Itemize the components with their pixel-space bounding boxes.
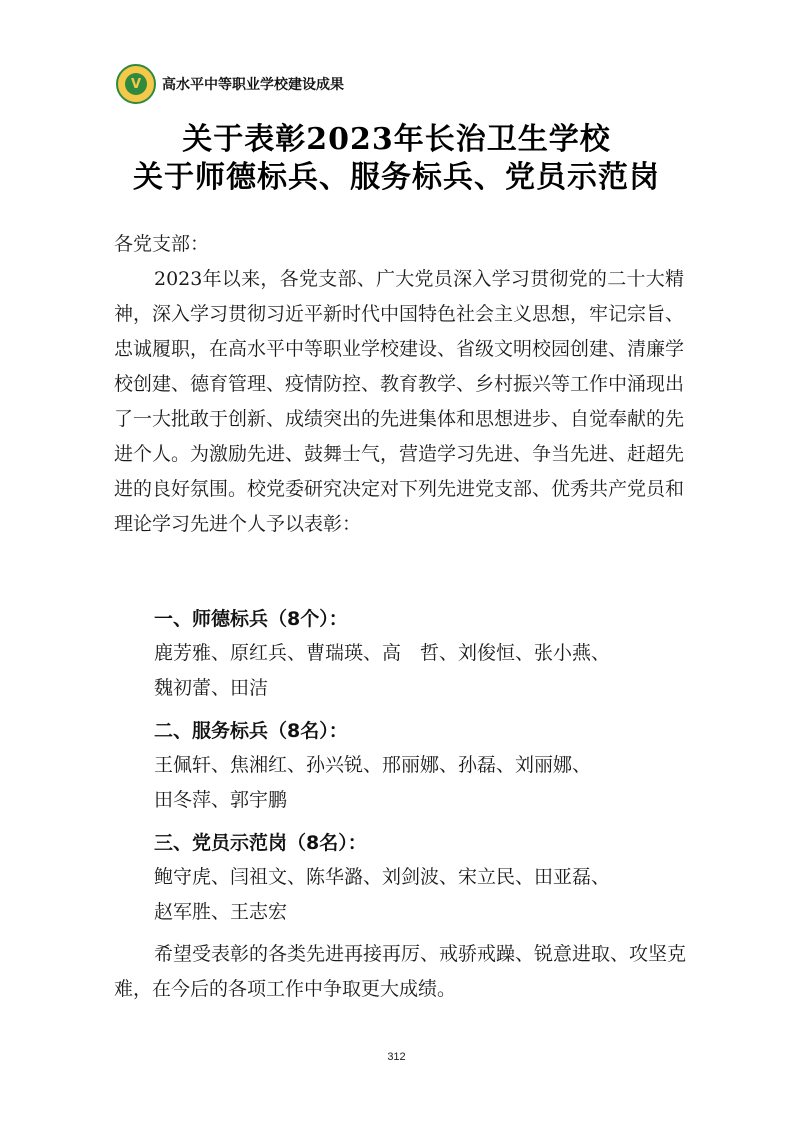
section-3-names <box>154 860 674 930</box>
names-line: 王佩轩、焦湘红、孙兴锐、邢丽娜、孙磊、刘丽娜、 <box>154 754 592 776</box>
document-title-line-2: 关于师德标兵、服务标兵、党员示范岗 <box>133 160 660 195</box>
names-line: 魏初蕾、田洁 <box>154 677 269 699</box>
closing-paragraph: 希望受表彰的各类先进再接再厉、戒骄戒躁、锐意进取、攻坚克难，在今后的各项工作中争取更大成绩。 <box>114 943 687 1000</box>
names-line: 田冬萍、郭宇鹏 <box>154 789 288 811</box>
salutation: 各党支部： <box>114 233 210 255</box>
names-line: 赵军胜、王志宏 <box>154 901 288 923</box>
section-1-heading <box>154 604 694 631</box>
section-3-heading <box>154 828 694 855</box>
school-logo <box>116 64 156 104</box>
document-title-line-1: 关于表彰2023年长治卫生学校 <box>182 122 611 157</box>
names-line: 鲍守虎、闫祖文、陈华潞、刘剑波、宋立民、田亚磊、 <box>154 866 611 888</box>
section-2-heading <box>154 716 694 743</box>
names-line: 鹿芳雅、原红兵、曹瑞瑛、高 哲、刘俊恒、张小燕、 <box>154 642 611 664</box>
section-heading: 二、服务标兵（8名）： <box>154 720 348 742</box>
page-header <box>116 62 344 106</box>
logo-center <box>125 73 147 95</box>
section-2-names <box>154 748 674 818</box>
section-heading: 三、党员示范岗（8名）： <box>154 832 367 854</box>
intro-paragraph: 2023年以来，各党支部、广大党员深入学习贯彻党的二十大精神，深入学习贯彻习近平新时代中国特色社会主义思想，牢记宗旨、忠诚履职，在高水平中等职业学校建设、省级文明校园创建、清廉学校创建、德育管理、疫情防控、教育教学、乡村振兴等工作中涌现出了一大批敢于创新、成绩突出的先进集体和思想进步、自觉奉献的先进个人。为激励先进、鼓舞士气，营造学习先进、争当先进、赶超先进的良好氛围。校党委研究决定对下列先进党支部、优秀共产党员和理论学习先进个人予以表彰： <box>114 268 685 535</box>
logo-letter: V <box>130 76 142 92</box>
header-text: 高水平中等职业学校建设成果 <box>162 77 344 93</box>
section-heading: 一、师德标兵（8个）： <box>154 608 348 630</box>
section-1-names <box>154 636 674 706</box>
page-number: 312 <box>387 1051 406 1063</box>
